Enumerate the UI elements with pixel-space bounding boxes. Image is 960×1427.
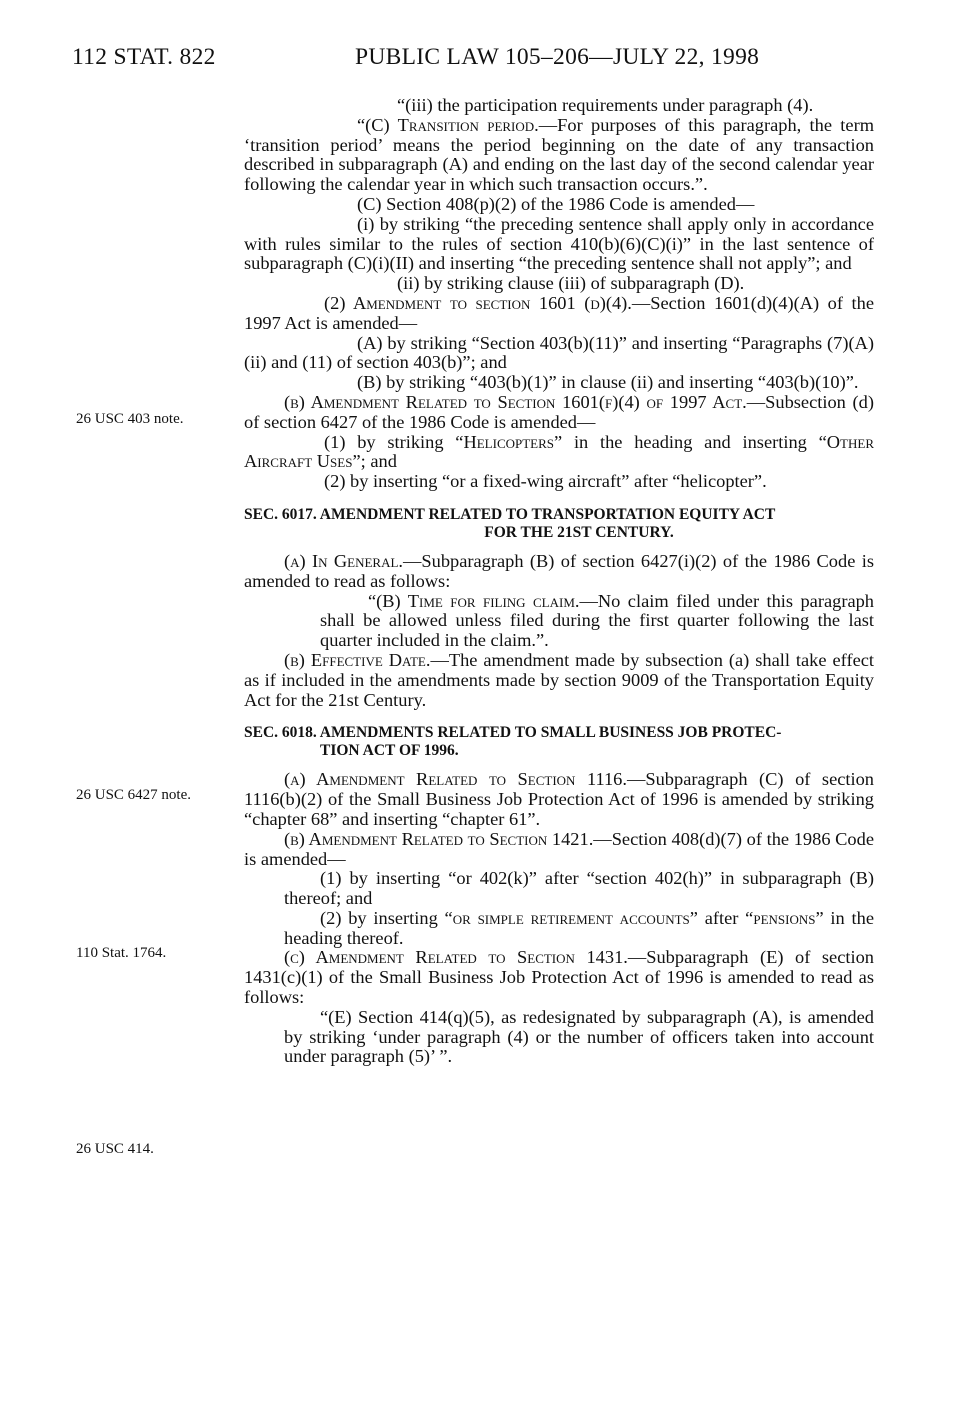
paragraph-text: —Section 1601(d)(4)(A) of the 1997 Act is amended— (244, 292, 874, 333)
paragraph (244, 830, 874, 870)
paragraph-text: ” in the heading thereof. (284, 907, 874, 948)
paragraph-text: (C) Section 408(p)(2) of the 1986 Code is amended— (357, 193, 755, 214)
margin-note: 26 USC 414. (76, 1141, 154, 1157)
page-stat-reference: 112 STAT. 822 (72, 44, 216, 70)
paragraph-text: (A) by striking “Section 403(b)(11)” and inserting “Paragraphs (7)(A)(ii) and (11) of section 403(b)”; and (244, 332, 874, 373)
paragraph (244, 770, 874, 829)
paragraph (244, 195, 874, 215)
paragraph-heading: (2) Amendment to section 1601 (d)(4). (324, 292, 632, 313)
paragraph-text: (ii) by striking clause (iii) of subparagraph (D). (397, 273, 745, 294)
paragraph (244, 552, 874, 592)
paragraph-text: ” in the heading and inserting “ (554, 431, 827, 452)
paragraph-text: or simple retirement accounts (452, 907, 690, 928)
paragraph (244, 334, 874, 374)
paragraph (244, 592, 874, 651)
paragraph-text: (B) by striking “403(b)(1)” in clause (ii) and inserting “403(b)(10)”. (357, 372, 859, 393)
paragraph (244, 1008, 874, 1067)
section-title: FOR THE 21ST CENTURY. (484, 523, 674, 541)
paragraph-text: (1) by inserting “or 402(k)” after “section 402(h)” in subparagraph (B) thereof; and (284, 868, 874, 909)
paragraph (244, 869, 874, 909)
paragraph-text: (2) by inserting “ (320, 907, 453, 928)
section-title: SEC. 6018. AMENDMENTS RELATED TO SMALL BUSINESS JOB PROTEC- (244, 724, 782, 742)
paragraph-text: —Subparagraph (E) of section 1431(c)(1) of the Small Business Job Protection Act of 1996 is amended to read as follows: (244, 947, 874, 1008)
paragraph-text: (1) by striking “ (324, 431, 464, 452)
section-title: SEC. 6017. AMENDMENT RELATED TO TRANSPORTATION EQUITY ACT (244, 505, 776, 523)
margin-note: 26 USC 6427 note. (76, 787, 192, 803)
paragraph-text: ” after “ (689, 907, 754, 928)
paragraph-text: “(E) Section 414(q)(5), as redesignated by subparagraph (A), is amended by striking ‘under paragraph (4) or the number of officers taken into account under paragraph (5)’ ”. (284, 1006, 874, 1067)
paragraph-heading: (b) Effective Date. (284, 649, 431, 670)
paragraph (244, 433, 874, 473)
paragraph (244, 393, 874, 433)
paragraph (244, 373, 874, 393)
paragraph-heading: “(B) Time for filing claim. (368, 590, 580, 611)
section-heading (244, 506, 874, 542)
paragraph (244, 651, 874, 710)
paragraph (244, 472, 874, 492)
paragraph-text: —Section 408(d)(7) of the 1986 Code is amended— (244, 828, 874, 869)
paragraph-heading: (c) Amendment Related to Section 1431. (284, 947, 628, 968)
paragraph-text: —Subparagraph (B) of section 6427(i)(2) of the 1986 Code is amended to read as follows: (244, 550, 874, 591)
section-heading (244, 724, 874, 760)
paragraph-text: —Subparagraph (C) of section 1116(b)(2) of the Small Business Job Protection Act of 1996 is amended by striking “chapter 68” and inserting “chapter 61”. (244, 769, 875, 829)
paragraph-text: “(iii) the participation requirements under paragraph (4). (397, 95, 814, 115)
margin-note: 110 Stat. 1764. (76, 945, 167, 961)
paragraph (244, 948, 874, 1007)
paragraph (244, 215, 874, 274)
paragraph-text: —No claim filed under this paragraph shall be allowed unless filed during the first quarter following the last quarter included in the claim.”. (320, 590, 874, 651)
page-running-title: PUBLIC LAW 105–206—JULY 22, 1998 (355, 44, 760, 70)
paragraph-text: —For purposes of this paragraph, the term ‘transition period’ means the period beginning on the date of any transaction described in subparagraph (A) and ending on the last day of the second calendar year following the calendar year in which such transaction occurs.”. (244, 114, 874, 195)
paragraph-text: ”; and (352, 451, 397, 472)
paragraph-text: —Subsection (d) of section 6427 of the 1986 Code is amended— (244, 391, 874, 432)
paragraph-text: pensions (753, 907, 816, 928)
paragraph-heading: (b) Amendment Related to Section 1421. (284, 828, 594, 849)
paragraph (244, 274, 874, 294)
paragraph (244, 116, 874, 195)
paragraph-text: —The amendment made by subsection (a) shall take effect as if included in the amendments made by section 9009 of the Transportation Equity Act for the 21st Century. (244, 649, 875, 710)
margin-note: 26 USC 403 note. (76, 411, 184, 427)
paragraph-text: Other Aircraft Uses (244, 431, 874, 472)
paragraph-heading: (b) Amendment Related to Section 1601(f)(4) of 1997 Act. (284, 391, 747, 412)
paragraph-heading: (a) Amendment Related to Section 1116. (284, 769, 627, 790)
paragraph-text: Helicopters (463, 431, 555, 452)
section-title: TION ACT OF 1996. (320, 742, 459, 760)
paragraph (244, 909, 874, 949)
paragraph-text: (i) by striking “the preceding sentence shall apply only in accordance with rules similar to the rules of section 410(b)(6)(C)(i)” in the last sentence of subparagraph (C)(i)(II) and inserting “the preceding sentence shall not apply”; and (244, 213, 874, 274)
document-body (244, 96, 874, 1067)
paragraph (244, 294, 874, 334)
paragraph-text: (2) by inserting “or a fixed-wing aircraft” after “helicopter”. (324, 471, 767, 492)
paragraph-heading: (a) In General. (284, 550, 404, 571)
paragraph (244, 96, 874, 116)
paragraph-heading: “(C) Transition period. (357, 114, 539, 135)
